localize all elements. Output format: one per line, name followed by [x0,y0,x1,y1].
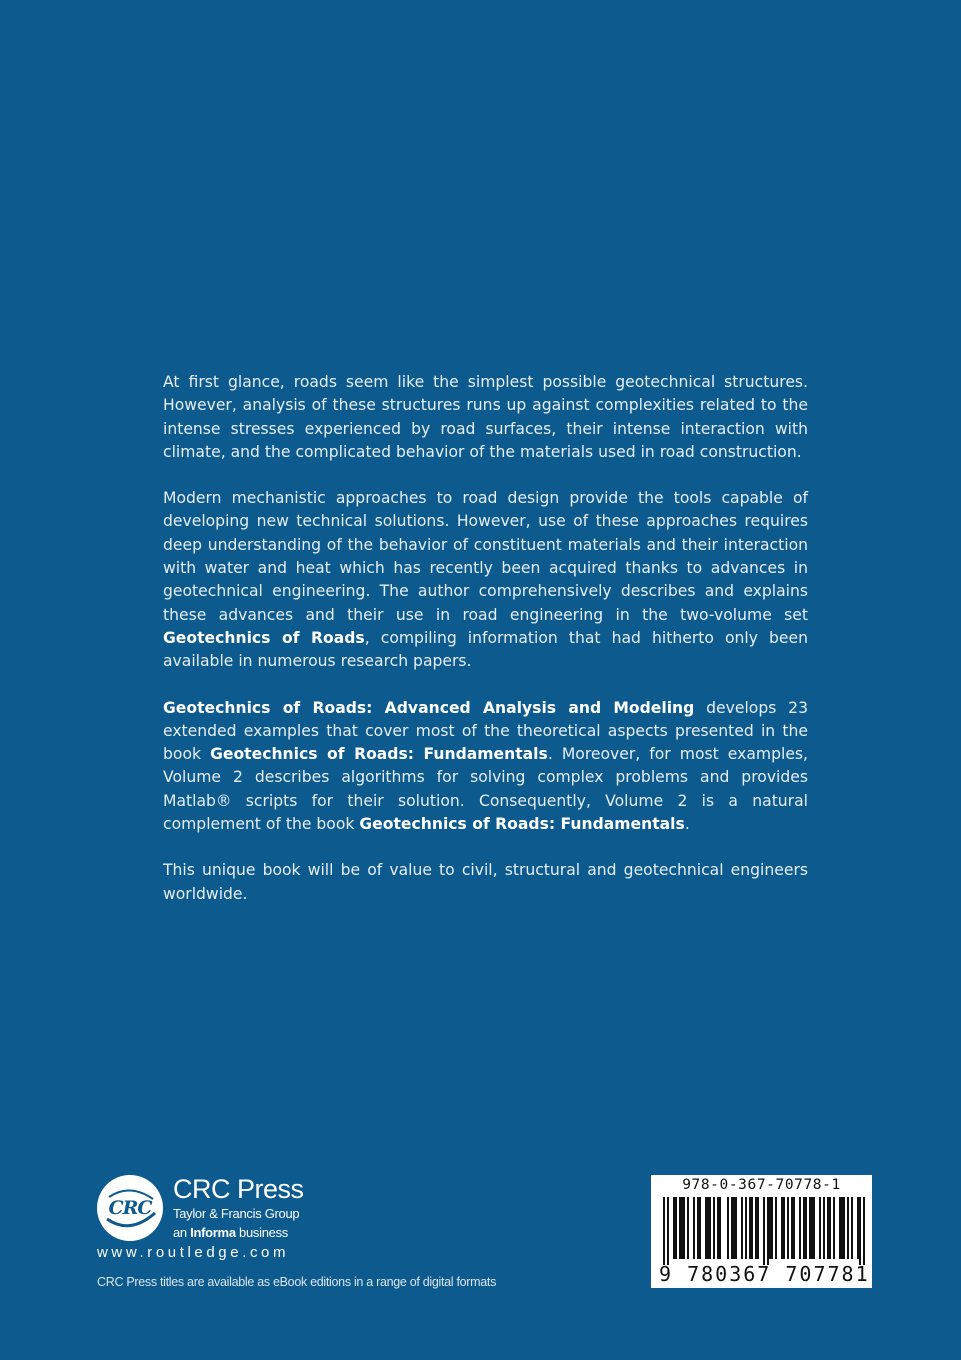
barcode-bar [791,1197,793,1259]
barcode-bar [863,1197,865,1265]
informa-suffix: business [235,1225,288,1240]
barcode-bar [727,1197,729,1259]
barcode-bar [769,1197,771,1259]
barcode-bar [707,1197,709,1259]
blurb-p2-text-b: , compiling information that had hitherto only been available in numerous research papers. [163,628,808,671]
barcode-bar [781,1197,783,1259]
barcode-bar [829,1197,831,1259]
publisher-website: www.routledge.com [97,1244,290,1261]
barcode-bar [859,1197,861,1265]
barcode-bar [809,1197,811,1259]
barcode-bar [787,1197,789,1259]
blurb-paragraph-2 [163,487,808,673]
barcode-bar [811,1197,813,1259]
barcode-bar [717,1197,719,1259]
barcode-bar [823,1197,825,1259]
publisher-informa-line [173,1225,288,1240]
barcode-bar [783,1197,785,1259]
blurb-paragraph-3 [163,697,808,837]
barcode-bar [709,1197,711,1259]
blurb-paragraph-4: This unique book will be of value to civil, structural and geotechnical engineers worldwide. [163,861,808,903]
isbn-barcode [651,1175,872,1288]
blurb-paragraph-1: At first glance, roads seem like the simplest possible geotechnical structures. However, analysis of these structures runs up against complexities related to the intense stresses experienced by road surfaces, their intense interaction with climate, and the complicated behavior of the materials used in road construction. [163,373,808,461]
blurb-p3-text-b: . Moreover, for most examples, Volume 2 describes algorithms for solving complex problems and provides Matlab® scripts for their solution. Consequently, Volume 2 is a natural complement of the book [163,745,808,834]
barcode-bar [827,1197,829,1259]
barcode-bar [699,1197,701,1259]
barcode-bar [843,1197,845,1259]
barcode-bar [803,1197,805,1259]
barcode-bar [749,1197,751,1259]
barcode-bar [719,1197,721,1259]
barcode-bar [819,1197,821,1259]
barcode-bar [851,1197,853,1259]
barcode-bar [833,1197,835,1259]
barcode-bar [771,1197,773,1259]
blurb-p3-text-c: . [684,815,690,834]
barcode-bar [757,1197,759,1259]
barcode-bar [755,1197,757,1259]
crc-press-logo [97,1175,163,1241]
barcode-bar [751,1197,753,1259]
blurb-p2-text-a: Modern mechanistic approaches to road design provide the tools capable of developing new technical solutions. However, use of these approaches requires deep understanding of the behavior of constituent materials and their interaction with water and heat which has recently been acquired thanks to advances in geotechnical engineering. The author comprehensively describes and explains these advances and their use in road engineering in the two-volume set [163,489,808,624]
barcode-bar [673,1197,675,1259]
barcode-bar [745,1197,747,1259]
barcode-bar [763,1197,765,1265]
barcode-bar [681,1197,683,1259]
barcode-bar [841,1197,843,1259]
barcode-bar [857,1197,859,1259]
isbn-label: 978-0-367-70778-1 [682,1177,841,1193]
informa-prefix: an [173,1225,191,1240]
ebook-note: CRC Press titles are available as eBook editions in a range of digital formats [97,1275,497,1289]
blurb-p3-text-a: develops 23 extended examples that cover most of the theoretical aspects presented in the book [163,698,808,764]
barcode-bar [767,1197,769,1265]
barcode-bar [705,1197,707,1259]
barcode-bar [813,1197,815,1259]
barcode-bar [697,1197,699,1259]
publisher-name: CRC Press [173,1174,304,1204]
barcode-bar [687,1197,689,1259]
barcode-bar [847,1197,849,1259]
barcode-bar [731,1197,733,1259]
publisher-group: Taylor & Francis Group [173,1206,300,1221]
barcode-bar [733,1197,735,1259]
barcode-bar [667,1197,669,1265]
barcode-bar [683,1197,685,1259]
isbn-digits: 9 780367 707781 [659,1262,870,1286]
logo-text: CRC [108,1197,152,1219]
informa-name: Informa [190,1225,236,1240]
barcode-bar [741,1197,743,1259]
barcode-bar [679,1197,681,1259]
barcode-bar [735,1197,737,1259]
blurb-p3-title-3: Geotechnics of Roads: Fundamentals [359,815,685,834]
barcode-bar [775,1197,777,1259]
barcode-bar [799,1197,801,1259]
barcode-bar [793,1197,795,1259]
blurb-p3-title-2: Geotechnics of Roads: Fundamentals [210,745,548,764]
back-cover-blurb [163,371,808,929]
barcode-bar [663,1197,665,1265]
barcode-bar [693,1197,695,1259]
barcode-bar [805,1197,807,1259]
blurb-p2-title: Geotechnics of Roads [163,628,365,647]
blurb-p3-title-1: Geotechnics of Roads: Advanced Analysis and Modeling [163,698,695,717]
barcode-bar [713,1197,715,1259]
barcode-bar [675,1197,677,1259]
barcode-bar [839,1197,841,1259]
